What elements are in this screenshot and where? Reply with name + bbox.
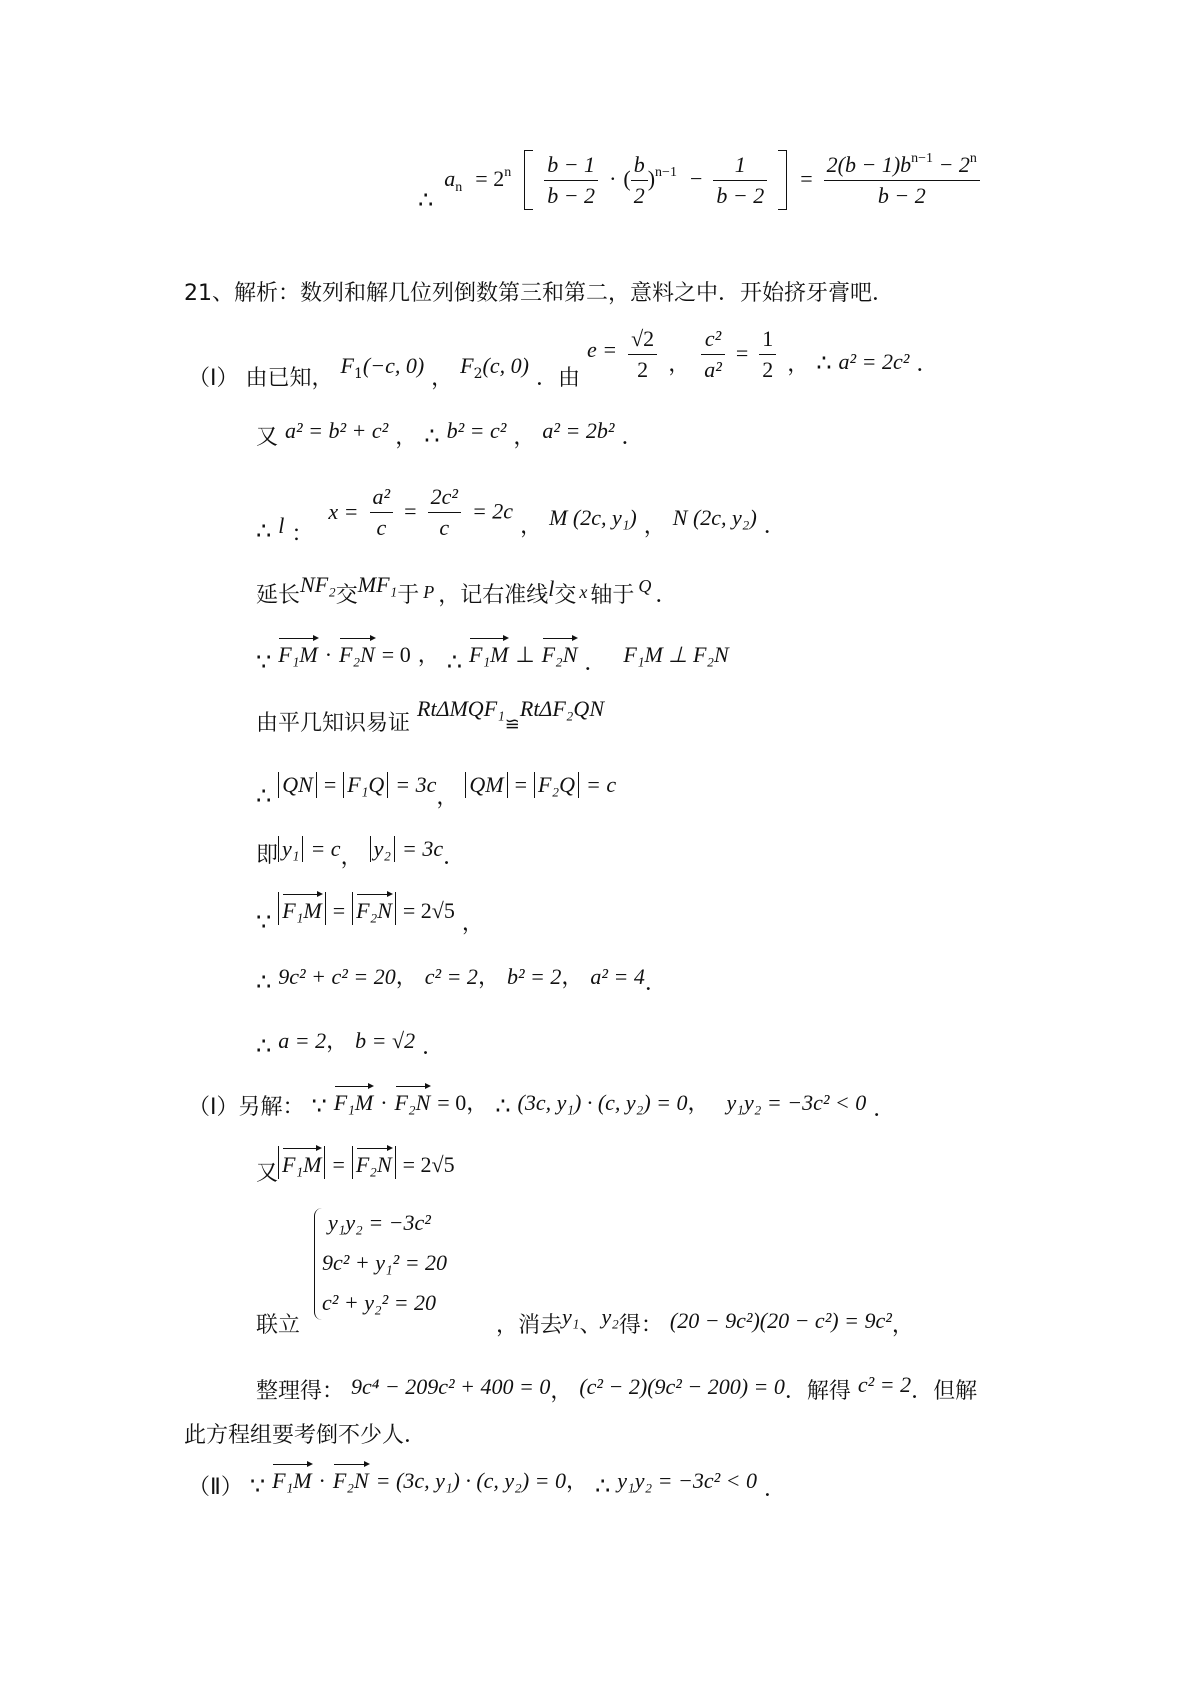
line-you: 又 a² = b² + c² ， ∴ b² = c² ， a² = 2b² ．: [256, 418, 644, 450]
left-bracket: [524, 150, 533, 210]
line-ab: ∴ a = 2， b = √2 ．: [256, 1028, 445, 1060]
vector-f2n: F₂N: [339, 636, 375, 668]
vector-f1m: F₁M: [282, 892, 321, 924]
line-solve: ∴ 9c² + c² = 20， c² = 2， b² = 2， a² = 4．: [256, 964, 667, 996]
fraction: $\frac{1}{b - 2}$: [713, 152, 767, 209]
organize-continuation: 此方程组要考倒不少人．: [184, 1423, 427, 1448]
system-eq3: c² + y₂² = 20: [322, 1290, 437, 1315]
line-dot-product: ∵ F₁M · F₂N = 0 ， ∴ F₁M ⊥ F₂N ． F₁M ⊥ F₂N: [256, 636, 729, 669]
fraction: $\frac{2(b - 1)b^{n-1} - 2^n}{b - 2}$: [824, 151, 980, 209]
therefore-symbol: ∴: [418, 186, 434, 214]
line-qn: ∴ QN = F₁Q = 3c， QM = F₂Q = c: [256, 772, 617, 810]
fraction: $\frac{1}{2}$: [759, 326, 776, 383]
system-line: 联立 ，消去y₁、y₂得： (20 − 9c²)(20 − c²) = 9c²，: [256, 1304, 914, 1338]
part2-label: （Ⅱ）: [188, 1475, 243, 1500]
vector-f1m: F₁M: [272, 1462, 311, 1494]
line-ji: 即 y₁ = c， y₂ = 3c．: [256, 836, 466, 870]
top-formula: ∴ $a_n = 2^n$ $\frac{b - 1}{b - 2}$ · ( $\frac{b}{2}$ )$^{n-1}$ − $\frac{1}{b - 2}$ = $\frac{2(b - 1)b^{n-1} - 2^n}{b - 2}$: [418, 150, 984, 210]
fraction: $\frac{b}{2}$: [631, 152, 648, 209]
organize-line: 整理得： 9c⁴ − 209c² + 400 = 0， (c² − 2)(9c² − 200) = 0．解得 c² = 2．但解: [256, 1372, 978, 1404]
vector-f1m: F₁M: [334, 1084, 373, 1116]
vector-f1m: F₁M: [278, 636, 317, 668]
fraction: $\frac{√2}{2}$: [628, 326, 657, 383]
system-eq1: y₁y₂ = −3c²: [328, 1210, 431, 1235]
line-extend: 延长NF₂交MF₁于 P ，记右准线l交 x 轴于 $^Q$ ．: [256, 572, 678, 608]
fraction: $\frac{\text{2c²}}{c}$: [428, 484, 461, 541]
vector-f2n: F₂N: [356, 1146, 392, 1178]
vector-f2n: F₂N: [542, 636, 578, 668]
vector-f2n: F₂N: [356, 892, 392, 924]
line-lengths: ∵ F₁M = F₂N = 2√5 ，: [256, 892, 484, 925]
part1-line: （Ⅰ） 由已知， $F_1(-c$, 0) ， $F_2(c$, 0) ．由 e = $\frac{√2}{2}$ ， $\frac{\text{c²}}{\text{a²}}$ = $\frac{1}{2}$ ， ∴ a² = 2c² ．: [188, 326, 939, 391]
line-congruent: 由平几知识易证 RtΔMQF₁≌RtΔF₂QN: [256, 696, 604, 736]
alt-you-line: 又 F₁M = F₂N = 2√5: [256, 1146, 455, 1179]
vector-f2n: F₂N: [333, 1462, 369, 1494]
vector-f1m: F₁M: [282, 1146, 321, 1178]
question-21-heading: 21、解析：数列和解几位列倒数第三和第二，意料之中．开始挤牙膏吧．: [184, 281, 894, 306]
fraction: $\frac{\text{c²}}{\text{a²}}$: [701, 326, 725, 383]
vector-f1m: F₁M: [469, 636, 508, 668]
part-label: （Ⅰ）: [188, 365, 239, 391]
alt-label: （Ⅰ）另解：: [188, 1095, 305, 1120]
fraction: $\frac{b - 1}{b - 2}$: [544, 152, 598, 209]
alt-solution-line: （Ⅰ）另解： ∵ F₁M · F₂N = 0， ∴ (3c, y₁) · (c, y₂) = 0， y₁y₂ = −3c² < 0 ．: [188, 1084, 895, 1117]
system-eq2: 9c² + y₁² = 20: [322, 1250, 448, 1275]
fraction: $\frac{\text{a²}}{c}$: [370, 484, 394, 541]
part2-line: （Ⅱ） ∵ F₁M · F₂N = (3c, y₁) · (c, y₂) = 0， ∴ y₁y₂ = −3c² < 0 ．: [188, 1462, 786, 1495]
right-bracket: [778, 150, 787, 210]
line-directrix: ∴ l ： x = $\frac{\text{a²}}{c}$ = $\frac{\text{2c²}}{c}$ = 2c ， M (2c, y₁) ， N (2c, y₂) ．: [256, 484, 786, 547]
vector-f2n: F₂N: [395, 1084, 431, 1116]
